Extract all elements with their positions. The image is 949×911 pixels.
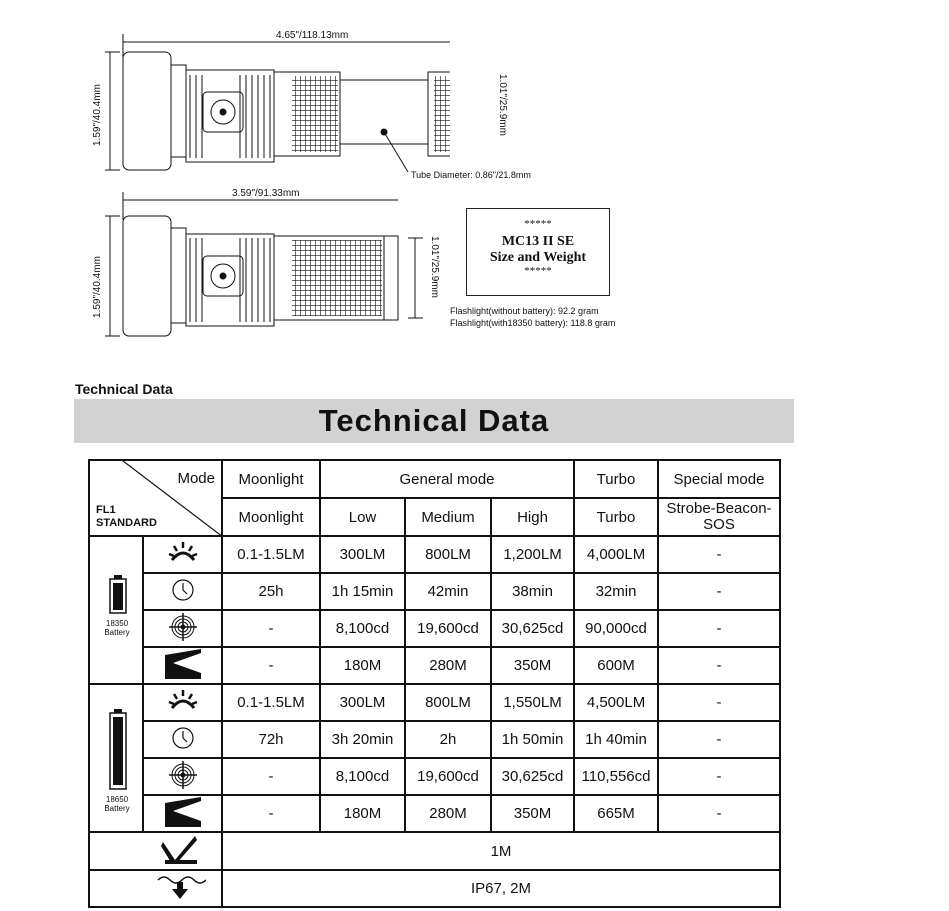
tube-diameter-label: Tube Diameter: 0.86"/21.8mm (411, 170, 531, 180)
cell: 72h (222, 721, 320, 758)
cell: - (222, 647, 320, 684)
cell: 8,100cd (320, 758, 405, 795)
cell: 19,600cd (405, 610, 491, 647)
size-weight-box (466, 208, 610, 296)
impact-resistance-icon (89, 832, 222, 870)
cell: 90,000cd (574, 610, 658, 647)
battery-18650-cell (89, 684, 143, 832)
cell: 0.1-1.5LM (222, 684, 320, 721)
cell: 300LM (320, 536, 405, 573)
header-turbo: Turbo (574, 460, 658, 498)
stars-top: ***** (524, 218, 552, 230)
cell: 1h 15min (320, 573, 405, 610)
cell: - (222, 610, 320, 647)
battery-18350-cell (89, 536, 143, 684)
cell: - (222, 758, 320, 795)
sub-low: Low (320, 498, 405, 536)
intensity-icon (143, 758, 222, 795)
waterproof-icon (89, 870, 222, 907)
cell: 8,100cd (320, 610, 405, 647)
cell: - (658, 721, 780, 758)
sub-moonlight: Moonlight (222, 498, 320, 536)
clock-icon (143, 573, 222, 610)
cell: 25h (222, 573, 320, 610)
header-special-mode: Special mode (658, 460, 780, 498)
cell: 350M (491, 647, 574, 684)
section-heading: Technical Data (75, 381, 173, 397)
cell: 4,500LM (574, 684, 658, 721)
header-general-mode: General mode (320, 460, 574, 498)
battery-18650-label: 18650 Battery (104, 795, 130, 813)
cell: 0.1-1.5LM (222, 536, 320, 573)
head-diameter-bottom-label: 1.59"/40.4mm (92, 256, 103, 318)
cell: 1,200LM (491, 536, 574, 573)
cell: - (658, 610, 780, 647)
cell: 1h 40min (574, 721, 658, 758)
cell: 800LM (405, 536, 491, 573)
technical-data-banner: Technical Data (74, 399, 794, 443)
clock-icon (143, 721, 222, 758)
cell: 800LM (405, 684, 491, 721)
corner-mode-label: Mode (177, 470, 215, 487)
cell: 280M (405, 647, 491, 684)
tail-diameter-bottom-label: 1.01"/25.9mm (429, 236, 440, 298)
cell: 38min (491, 573, 574, 610)
cell: 30,625cd (491, 758, 574, 795)
cell: 42min (405, 573, 491, 610)
cell: - (658, 758, 780, 795)
cell: 350M (491, 795, 574, 832)
weight-without-battery: Flashlight(without battery): 92.2 gram (450, 306, 599, 316)
beam-distance-icon (143, 795, 222, 832)
cell: - (658, 647, 780, 684)
weight-with-battery: Flashlight(with18350 battery): 118.8 gram (450, 318, 616, 328)
flashlight-dimension-drawing (90, 20, 450, 350)
sub-turbo: Turbo (574, 498, 658, 536)
cell: - (658, 684, 780, 721)
brightness-icon (143, 684, 222, 721)
waterproof-value: IP67, 2M (222, 870, 780, 907)
mode-corner-cell (89, 460, 222, 536)
battery-18650-icon (108, 709, 128, 791)
cell: 2h (405, 721, 491, 758)
sub-strobe: Strobe-Beacon-SOS (658, 498, 780, 536)
cell: 4,000LM (574, 536, 658, 573)
cell: 30,625cd (491, 610, 574, 647)
cell: 19,600cd (405, 758, 491, 795)
intensity-icon (143, 610, 222, 647)
corner-standard-label: FL1 STANDARD (96, 504, 157, 529)
cell: - (658, 573, 780, 610)
brightness-icon (143, 536, 222, 573)
cell: 180M (320, 795, 405, 832)
beam-distance-icon (143, 647, 222, 684)
battery-18350-icon (108, 575, 128, 615)
cell: - (222, 795, 320, 832)
sub-high: High (491, 498, 574, 536)
head-diameter-top-label: 1.59"/40.4mm (92, 84, 103, 146)
cell: 3h 20min (320, 721, 405, 758)
cell: 300LM (320, 684, 405, 721)
size-weight-title: Size and Weight (489, 250, 587, 265)
technical-data-table (88, 459, 781, 908)
stars-bottom: ***** (524, 265, 552, 277)
cell: 665M (574, 795, 658, 832)
impact-value: 1M (222, 832, 780, 870)
battery-18350-label: 18350 Battery (104, 619, 130, 637)
sub-medium: Medium (405, 498, 491, 536)
cell: 280M (405, 795, 491, 832)
tail-diameter-top-label: 1.01"/25.9mm (497, 74, 508, 136)
cell: 1,550LM (491, 684, 574, 721)
cell: 1h 50min (491, 721, 574, 758)
bottom-length-label: 3.59"/91.33mm (232, 188, 300, 199)
header-moonlight: Moonlight (222, 460, 320, 498)
cell: 110,556cd (574, 758, 658, 795)
cell: 180M (320, 647, 405, 684)
cell: 32min (574, 573, 658, 610)
cell: - (658, 536, 780, 573)
cell: - (658, 795, 780, 832)
cell: 600M (574, 647, 658, 684)
top-length-label: 4.65"/118.13mm (276, 30, 349, 41)
model-name: MC13 II SE (501, 234, 575, 249)
